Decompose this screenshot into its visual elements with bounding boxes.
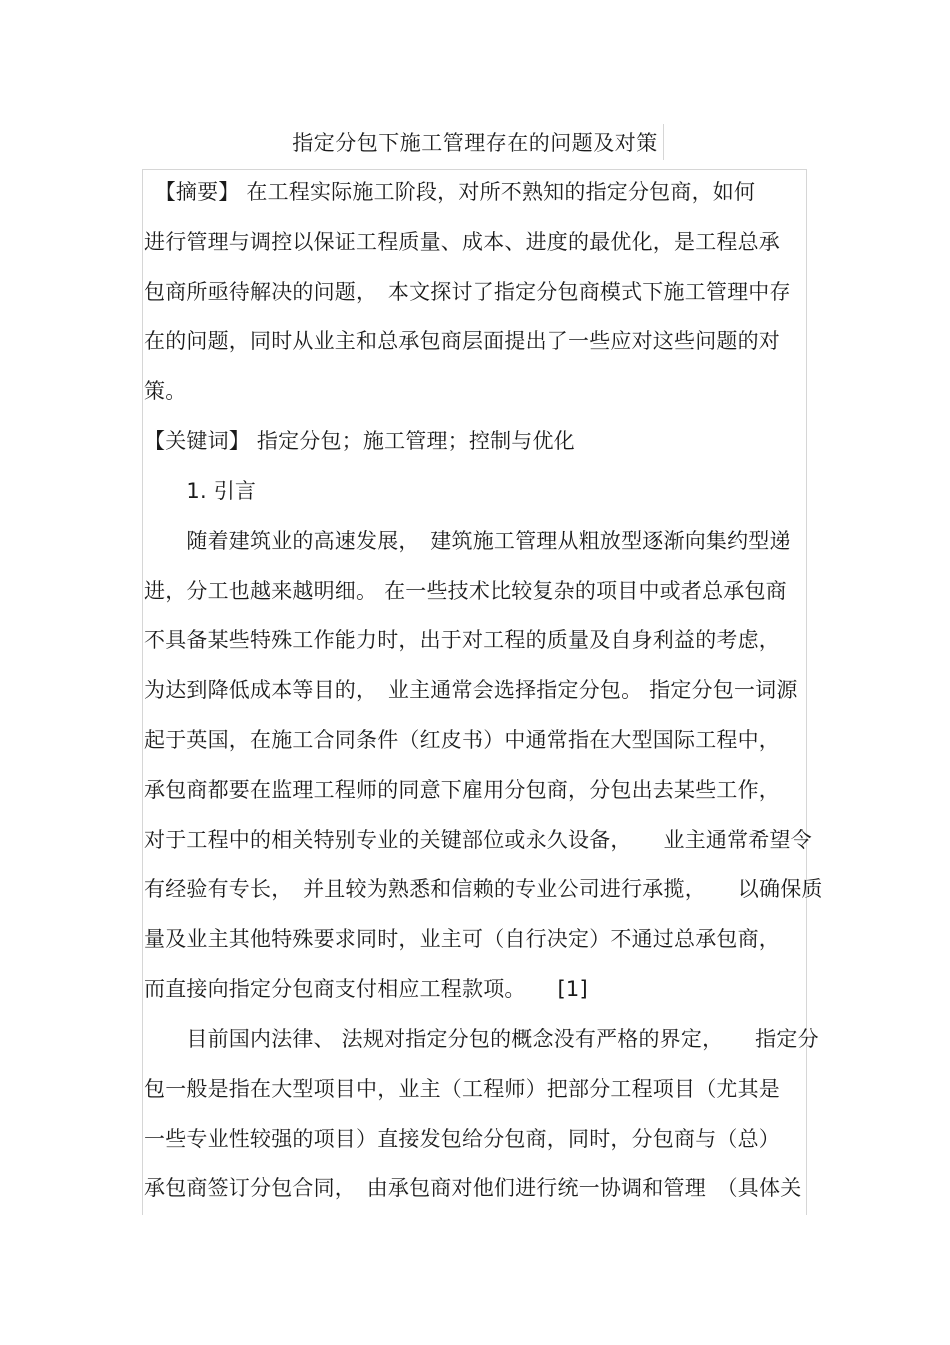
frame-divider xyxy=(142,169,143,1215)
body-line: 有经验有专长， 并且较为熟悉和信赖的专业公司进行承揽， 以确保质 xyxy=(144,877,823,901)
body-line: 起于英国，在施工合同条件（红皮书）中通常指在大型国际工程中， xyxy=(144,728,780,752)
body-line: 一些专业性较强的项目）直接发包给分包商，同时，分包商与（总） xyxy=(144,1127,780,1151)
body-line: 包一般是指在大型项目中，业主（工程师）把部分工程项目（尤其是 xyxy=(144,1077,780,1101)
frame-divider xyxy=(806,169,807,1215)
body-line: 进，分工也越来越明细。 在一些技术比较复杂的项目中或者总承包商 xyxy=(144,579,787,603)
body-line: 在的问题，同时从业主和总承包商层面提出了一些应对这些问题的对 xyxy=(144,329,780,353)
body-line: 策。 xyxy=(144,379,187,403)
body-line: 包商所亟待解决的问题， 本文探讨了指定分包商模式下施工管理中存 xyxy=(144,280,791,304)
section-heading: 1. 引言 xyxy=(144,479,257,503)
frame-divider xyxy=(142,169,807,170)
body-line: 而直接向指定分包商支付相应工程款项。 [1] xyxy=(144,977,588,1001)
body-line: 目前国内法律、 法规对指定分包的概念没有严格的界定， 指定分 xyxy=(144,1027,819,1051)
body-line: 为达到降低成本等目的， 业主通常会选择指定分包。 指定分包一词源 xyxy=(144,678,798,702)
body-line: 不具备某些特殊工作能力时，出于对工程的质量及自身利益的考虑， xyxy=(144,628,780,652)
body-line: 随着建筑业的高速发展， 建筑施工管理从粗放型逐渐向集约型递 xyxy=(144,529,791,553)
body-line: 进行管理与调控以保证工程质量、成本、进度的最优化，是工程总承 xyxy=(144,230,780,254)
body-line: 【摘要】 在工程实际施工阶段，对所不熟知的指定分包商，如何 xyxy=(144,180,756,204)
body-line: 量及业主其他特殊要求同时，业主可（自行决定）不通过总承包商， xyxy=(144,927,780,951)
body-line: 承包商签订分包合同， 由承包商对他们进行统一协调和管理 （具体关 xyxy=(144,1176,802,1200)
keywords-line: 【关键词】 指定分包；施工管理；控制与优化 xyxy=(144,429,575,453)
document-title: 指定分包下施工管理存在的问题及对策 xyxy=(292,131,658,155)
body-line: 对于工程中的相关特别专业的关键部位或永久设备， 业主通常希望令 xyxy=(144,828,812,852)
body-line: 承包商都要在监理工程师的同意下雇用分包商，分包出去某些工作， xyxy=(144,778,780,802)
